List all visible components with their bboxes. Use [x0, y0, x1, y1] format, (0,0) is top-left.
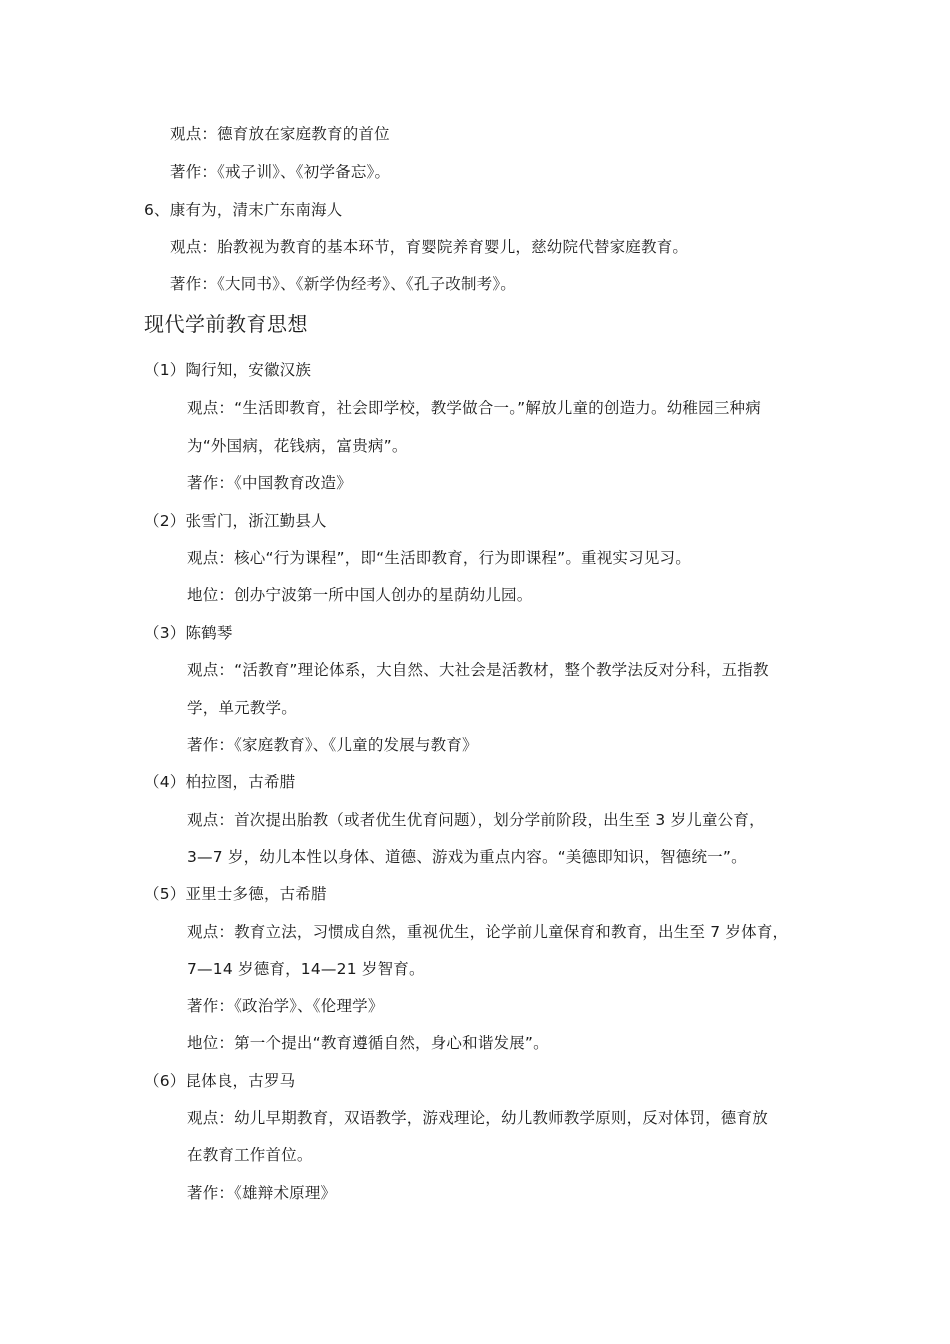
continuation-line: 3—7 岁，幼儿本性以身体、道德、游戏为重点内容。“美德即知识，智德统一”。 — [187, 848, 747, 866]
works-line: 著作：《雄辩术原理》 — [187, 1184, 337, 1202]
continuation-line: 学，单元教学。 — [187, 699, 297, 717]
works-line: 著作：《戒子训》、《初学备忘》。 — [170, 163, 391, 181]
continuation-line: 为“外国病，花钱病，富贵病”。 — [187, 437, 408, 455]
status-line: 地位：第一个提出“教育遵循自然，身心和谐发展”。 — [187, 1034, 549, 1052]
view-line: 观点：“活教育”理论体系，大自然、大社会是活教材，整个教学法反对分科，五指教 — [187, 661, 769, 679]
view-line: 观点：胎教视为教育的基本环节，育婴院养育婴儿，慈幼院代替家庭教育。 — [170, 238, 689, 256]
continuation-line: 7—14 岁德育，14—21 岁智育。 — [187, 960, 425, 978]
works-line: 著作：《政治学》、《伦理学》 — [187, 997, 384, 1015]
works-line: 著作：《中国教育改造》 — [187, 474, 352, 492]
continuation-line: 在教育工作首位。 — [187, 1146, 313, 1164]
item-header: （4）柏拉图，古希腊 — [144, 773, 296, 791]
view-line: 观点：德育放在家庭教育的首位 — [170, 125, 390, 143]
view-line: 观点：首次提出胎教（或者优生优育问题），划分学前阶段，出生至 3 岁儿童公育， — [187, 811, 765, 829]
view-line: 观点：幼儿早期教育，双语教学，游戏理论，幼儿教师教学原则，反对体罚，德育放 — [187, 1109, 768, 1127]
item-header-6: 6、康有为，清末广东南海人 — [144, 201, 343, 219]
works-line: 著作：《大同书》、《新学伪经考》、《孔子改制考》。 — [170, 275, 517, 293]
item-header: （1）陶行知，安徽汉族 — [144, 361, 312, 379]
item-header: （3）陈鹤琴 — [144, 624, 233, 642]
view-line: 观点：教育立法，习惯成自然，重视优生，论学前儿童保育和教育，出生至 7 岁体育， — [187, 923, 789, 941]
view-line: 观点：核心“行为课程”，即“生活即教育，行为即课程”。重视实习见习。 — [187, 549, 691, 567]
item-header: （5）亚里士多德，古希腊 — [144, 885, 327, 903]
item-header: （6）昆体良，古罗马 — [144, 1072, 296, 1090]
view-line: 观点：“生活即教育，社会即学校，教学做合一。”解放儿童的创造力。幼稚园三种病 — [187, 399, 761, 417]
item-header: （2）张雪门，浙江勤县人 — [144, 512, 327, 530]
status-line: 地位：创办宁波第一所中国人创办的星荫幼儿园。 — [187, 586, 533, 604]
section-title: 现代学前教育思想 — [144, 312, 308, 336]
works-line: 著作：《家庭教育》、《儿童的发展与教育》 — [187, 736, 478, 754]
